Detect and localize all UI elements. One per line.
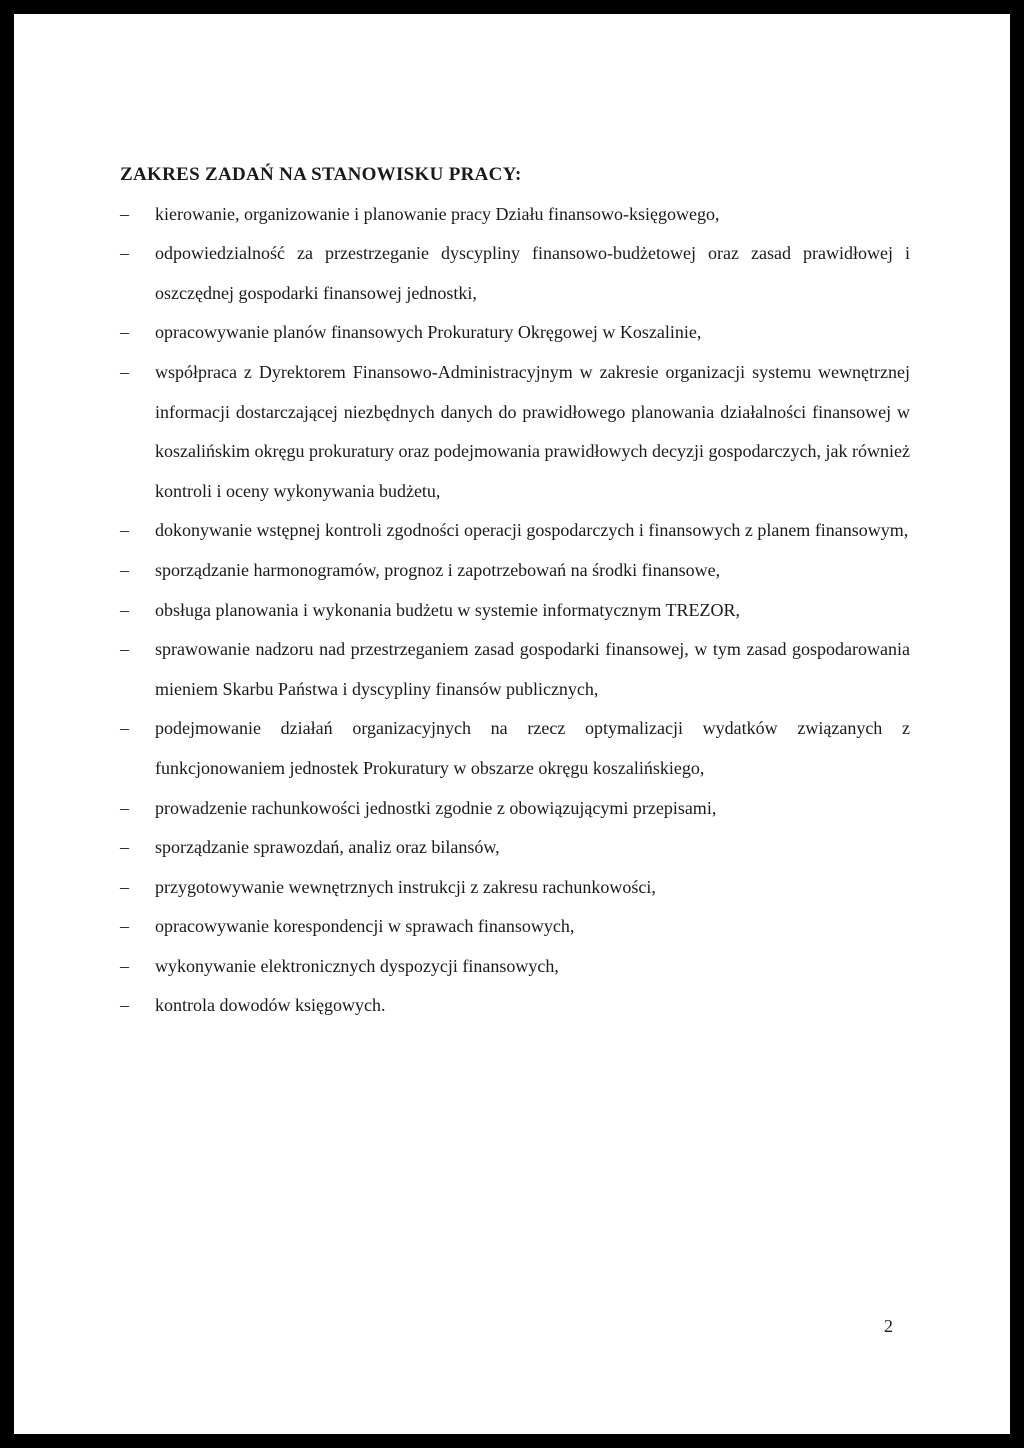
list-item xyxy=(120,313,910,353)
list-bullet: – xyxy=(120,718,129,739)
list-item xyxy=(120,630,910,709)
list-item xyxy=(120,234,910,313)
list-item xyxy=(120,986,910,1026)
list-bullet: – xyxy=(120,361,129,382)
list-item xyxy=(120,511,910,551)
list-item-text: podejmowanie działań organizacyjnych na rzecz optymalizacji wydatków związanych z funkcjonowaniem jednostek Prokuratury w obszarze okręgu koszalińskiego, xyxy=(155,718,910,778)
list-item-text: przygotowywanie wewnętrznych instrukcji z zakresu rachunkowości, xyxy=(155,876,656,897)
duties-list xyxy=(120,195,910,1026)
list-item-text: obsługa planowania i wykonania budżetu w systemie informatycznym TREZOR, xyxy=(155,599,741,620)
list-item xyxy=(120,907,910,947)
list-item-text: opracowywanie planów finansowych Prokuratury Okręgowej w Koszalinie, xyxy=(155,322,702,343)
list-item-text: sporządzanie harmonogramów, prognoz i zapotrzebowań na środki finansowe, xyxy=(155,559,721,580)
list-bullet: – xyxy=(120,639,129,660)
list-item-text: sporządzanie sprawozdań, analiz oraz bilansów, xyxy=(155,837,500,858)
list-item-text: dokonywanie wstępnej kontroli zgodności operacji gospodarczych i finansowych z planem finansowym, xyxy=(155,520,909,541)
document-page xyxy=(14,14,1010,1434)
list-bullet: – xyxy=(120,203,129,224)
list-item-text: wykonywanie elektronicznych dyspozycji finansowych, xyxy=(155,955,559,976)
list-bullet: – xyxy=(120,243,129,264)
list-bullet: – xyxy=(120,599,129,620)
list-item xyxy=(120,195,910,235)
list-bullet: – xyxy=(120,876,129,897)
list-item xyxy=(120,947,910,987)
list-item-text: współpraca z Dyrektorem Finansowo-Administracyjnym w zakresie organizacji systemu wewnętrznej informacji dostarczającej niezbędnych danych do prawidłowego planowania działalności finansowej w koszalińskim okręgu prokuratury oraz podejmowania prawidłowych decyzji gospodarczych, jak również kontroli i oceny wykonywania budżetu, xyxy=(155,361,910,501)
list-bullet: – xyxy=(120,797,129,818)
list-item xyxy=(120,353,910,511)
list-item-text: sprawowanie nadzoru nad przestrzeganiem zasad gospodarki finansowej, w tym zasad gospodarowania mieniem Skarbu Państwa i dyscypliny finansów publicznych, xyxy=(155,639,910,699)
list-item xyxy=(120,591,910,631)
list-item-text: opracowywanie korespondencji w sprawach finansowych, xyxy=(155,916,575,937)
list-bullet: – xyxy=(120,837,129,858)
document-content xyxy=(120,155,910,1026)
list-item-text: prowadzenie rachunkowości jednostki zgodnie z obowiązującymi przepisami, xyxy=(155,797,717,818)
list-bullet: – xyxy=(120,955,129,976)
list-item xyxy=(120,551,910,591)
list-item xyxy=(120,709,910,788)
list-item xyxy=(120,868,910,908)
list-item xyxy=(120,789,910,829)
list-bullet: – xyxy=(120,520,129,541)
list-bullet: – xyxy=(120,916,129,937)
list-bullet: – xyxy=(120,995,129,1016)
list-bullet: – xyxy=(120,559,129,580)
list-item-text: odpowiedzialność za przestrzeganie dyscypliny finansowo-budżetowej oraz zasad prawidłowej i oszczędnej gospodarki finansowej jednostki, xyxy=(155,243,910,303)
list-bullet: – xyxy=(120,322,129,343)
list-item-text: kontrola dowodów księgowych. xyxy=(155,995,386,1016)
section-heading: ZAKRES ZADAŃ NA STANOWISKU PRACY: xyxy=(120,164,522,185)
list-item-text: kierowanie, organizowanie i planowanie pracy Działu finansowo-księgowego, xyxy=(155,203,720,224)
list-item xyxy=(120,828,910,868)
page-number: 2 xyxy=(884,1316,893,1336)
